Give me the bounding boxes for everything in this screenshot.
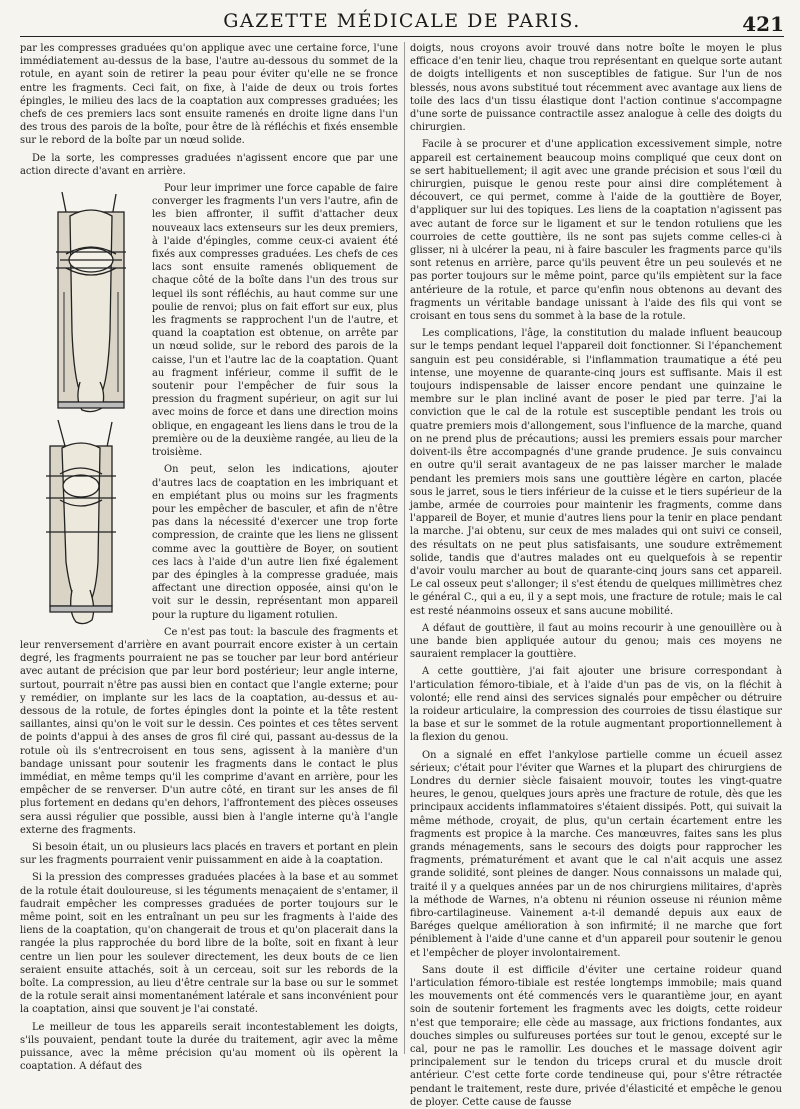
page-header bbox=[20, 6, 784, 37]
paragraph: De la sorte, les compresses graduées n'agissent encore que par une action directe d'avant en arrière. bbox=[20, 152, 398, 177]
paragraph: doigts, nous croyons avoir trouvé dans notre boîte le moyen le plus efficace d'en tenir lieu, chaque trou représentant en quelque sorte autant de doigts intelligents et non susceptibles de fatigue. Sur l'un de nos blessés, nous avons substitué tout récemment avec avantage aux liens de toile des lacs d'un tissu élastique dont l'action continue s'accompagne d'une sorte de puissance contractile assez analogue à celle des doigts du chirurgien. bbox=[410, 43, 782, 134]
paragraph: Si besoin était, un ou plusieurs lacs placés en travers et portant en plein sur les fragments pourraient venir puissamment en aide à la coaptation. bbox=[20, 841, 398, 867]
column-divider bbox=[404, 42, 405, 1054]
page-number: 421 bbox=[742, 12, 784, 36]
paragraph: A défaut de gouttière, il faut au moins recourir à une genouillère ou à une bande bien appliquée autour du genou; mais ces moyens ne sauraient remplacer la gouttière. bbox=[410, 622, 782, 661]
journal-title: GAZETTE MÉDICALE DE PARIS. bbox=[223, 10, 581, 32]
paragraph: Le meilleur de tous les appareils serait incontestablement les doigts, s'ils pouvaient, pendant toute la durée du traitement, agir avec la même puissance, avec la même précision qu'au moment où ils opèrent la coaptation. A défaut des bbox=[20, 1021, 398, 1073]
right-column bbox=[410, 42, 782, 1108]
paragraph: Pour leur imprimer une force capable de faire converger les fragments l'un vers l'autre, afin de les bien affronter, il suffit d'attacher deux nouveaux lacs extenseurs sur les deux premiers, à l'aide d'épingles, comme ceux-ci avaient été fixés aux compresses graduées. Les chefs de ces lacs sont ensuite ramenés obliquement de chaque côté de la boîte dans l'un des trous sur lequel ils sont réfléchis, au haut comme sur une poulie de renvoi; plus on fait effort sur eux, plus les fragments se rapprochent l'un de l'autre, et quand la coaptation est obtenue, on arrête par un nœud solide, sur le rebord des parois de la caisse, l'un et l'autre lac de la coaptation. Quant au fragment inférieur, comme il suffit de le soutenir pour l'empêcher de fuir sous la pression du fragment supérieur, on agit sur lui avec moins de force et dans une direction moins oblique, en engageant les liens dans le trou de la première ou de la deuxième rangée, au lieu de la troisième. bbox=[152, 183, 398, 459]
paragraph: Sans doute il est difficile d'éviter une certaine roideur quand l'articulation fémoro-tibiale est restée longtemps immobile; mais quand les mouvements ont été commencés vers le quarantième jour, en ayant soin de soutenir fortement les fragments avec les doigts, cette roideur n'est que temporaire; elle cède au massage, aux frictions fondantes, aux douches simples ou sulfureuses portées sur tout le genou, excepté sur le cal, pour ne pas le ramollir. Les douches et le massage doivent agir principalement sur le tendon du triceps crural et du muscle droit antérieur. C'est cette forte corde tendineuse qui, pour s'être rétractée pendant le traitement, reste dure, privée d'élasticité et empêche le genou de ployer. Cette cause de fausse bbox=[410, 964, 782, 1108]
paragraph: Ce n'est pas tout: la bascule des fragments et leur renversement d'arrière en avant pourrait encore exister à un certain degré, les fragments pourraient ne pas se toucher par leur bord antérieur avec autant de précision que par leur bord postérieur; leur angle interne, surtout, pourrait n'être pas aussi bien en contact que l'angle externe; pour y remédier, on implante sur les lacs de la coaptation, au-dessus et au-dessous de la rotule, de fortes épingles dont la pointe et la tête restent saillantes, ainsi qu'on le voit sur le dessin. Ces pointes et ces têtes servent de points d'appui à des anses de gros fil ciré qui, passant au-dessus de la rotule où ils s'entrecroisent en tous sens, agissent à la manière d'un bandage unissant pour soutenir les fragments dans le contact le plus immédiat, en même temps qu'il les comprime d'avant en arrière, pour les empêcher de se renverser. D'un autre côté, en tirant sur les anses de fil plus fortement en dedans qu'en dehors, l'affrontement des pièces osseuses sera aussi régulier que possible, aussi bien à l'angle interne qu'à l'angle externe des fragments. bbox=[20, 626, 398, 836]
paragraph: Les complications, l'âge, la constitution du malade influent beaucoup sur le temps pendant lequel l'appareil doit fonctionner. Si l'épanchement sanguin est peu considérable, si l'inflammation traumatique a été peu intense, une moyenne de quarante-cinq jours est suffisante. Mais il est toujours indispensable de laisser encore pendant une quinzaine le membre sur le plan incliné avant de poser le pied par terre. J'ai la conviction que le cal de la rotule est susceptible pendant les trois ou quatre premiers mois d'allongement, sous l'influence de la marche, quand on ne prend plus de précautions; aussi les premiers essais pour marcher doivent-ils être accompagnés d'une grande prudence. Je suis convaincu en outre qu'il serait avantageux de ne pas laisser marcher le malade pendant les premiers mois sans une gouttière légère en carton, placée sous le jarret, sous le tiers inférieur de la cuisse et le tiers supérieur de la jambe, armée de courroies pour maintenir les fragments, comme dans l'appareil de Boyer, et munie d'autres liens pour la tenir en place pendant la marche. J'ai obtenu, sur ceux de mes malades qui ont suivi ce conseil, des résultats on ne peut plus satisfaisants, une soudure extrêmement solide, tandis que d'autres malades ont eu quelquefois à se repentir d'avoir voulu marcher au bout de quarante-cinq jours sans cet appareil. Le cal osseux peut s'allonger; il s'est étendu de quelques millimètres chez le général C., qui a eu, il y a sept mois, une fracture de rotule; mais le cal est resté néanmoins osseux et sans aucune mobilité. bbox=[410, 328, 782, 617]
paragraph: Si la pression des compresses graduées placées à la base et au sommet de la rotule était douloureuse, si les téguments menaçaient de s'entamer, il faudrait empêcher les compresses graduées de porter toujours sur le même point, soit en les entraînant un peu sur les fragments à l'aide des liens de la coaptation, qu'on changerait de trous et qu'on placerait dans la rangée la plus rapprochée du bord libre de la boîte, soit en fixant à leur centre un lien pour les soulever directement, les deux bouts de ce lien seraient ensuite attachés, soit à un cerceau, soit sur les rebords de la boîte. La compression, au lieu d'être centrale sur la base ou sur le sommet de la rotule serait ainsi momentanément latérale et sans inconvénient pour la coaptation, ainsi que souvent je l'ai constaté. bbox=[20, 872, 398, 1016]
paragraph: On peut, selon les indications, ajouter d'autres lacs de coaptation en les imbriquant et en empiétant plus ou moins sur les fragments pour les empêcher de basculer, et afin de n'être pas dans la nécessité d'exercer une trop forte compression, de crainte que les liens ne glissent comme avec la gouttière de Boyer, on soutient ces lacs à l'aide d'un autre lien fixé également par des épingles à la compresse graduée, mais affectant une direction opposée, ainsi qu'on le voit sur le dessin, représentant mon appareil pour la rupture du ligament rotulien. bbox=[152, 464, 398, 621]
figure-top-drawing bbox=[20, 182, 142, 632]
paragraph: par les compresses graduées qu'on applique avec une certaine force, l'une immédiatement au-dessus de la base, l'autre au-dessous du sommet de la rotule, en ayant soin de retirer la peau pour éviter qu'elle ne se fronce entre les fragments. Ceci fait, on fixe, à l'aide de deux ou trois fortes épingles, le milieu des lacs de la coaptation aux compresses graduées; les chefs de ces premiers lacs sont ensuite ramenés en droite ligne dans l'un des trous des parois de la boîte, pour être de là réfléchis et fixés ensemble sur le rebord de la boîte par un nœud solide. bbox=[20, 43, 398, 147]
paragraph: On a signalé en effet l'ankylose partielle comme un écueil assez sérieux; c'était pour l'éviter que Warnes et la plupart des chirurgiens de Londres du dernier siècle faisaient mouvoir, toutes les vingt-quatre heures, le genou, quelques jours après une fracture de rotule, dès que les principaux accidents inflammatoires s'étaient dissipés. Pott, qui suivait la même méthode, croyait, de plus, qu'un certain écartement entre les fragments est propice à la marche. Ces manœuvres, faites sans les plus grands ménagements, sans le secours des doigts pour rapprocher les fragments, prématurément et avant que le cal n'ait acquis une assez grande solidité, sont pleines de danger. Nous connaissons un malade qui, traité il y a quelques années par un de nos chirurgiens militaires, d'après la méthode de Warnes, n'a obtenu ni réunion osseuse ni réunion même fibro-cartilagineuse. Vainement a-t-il demandé depuis aux eaux de Baréges quelque amélioration à son infirmité; il ne marche que fort péniblement à l'aide d'une canne et d'un appareil pour soutenir le genou et l'empêcher de ployer involontairement. bbox=[410, 749, 782, 959]
paragraph: Facile à se procurer et d'une application excessivement simple, notre appareil est certainement beaucoup moins compliqué que ceux dont on se sert habituellement; il agit avec une grande précision et sous l'œil du chirurgien, puisque le genou reste pour ainsi dire complétement à découvert, ce qui permet, comme à l'aide de la gouttière de Boyer, d'appliquer sur lui des topiques. Les liens de la coaptation n'agissent pas avec autant de force sur le ligament et sur le tendon rotuliens que les courroies de cette gouttière, ils ne sont pas sujets comme celles-ci à glisser, ni à ulcérer la peau, ni à faire basculer les fragments parce qu'ils sont retenus en arrière, parce qu'ils peuvent être un peu soulevés et ne pas porter toujours sur le même point, parce qu'ils empiètent sur la face antérieure de la rotule, et parce qu'enfin nous obtenons au devant des fragments un véritable bandage unissant à l'aide des fils qui vont se croisant en tous sens du sommet à la base de la rotule. bbox=[410, 139, 782, 323]
figure-splint-illustrations bbox=[20, 182, 142, 632]
left-column bbox=[20, 42, 398, 1073]
paragraph: A cette gouttière, j'ai fait ajouter une brisure correspondant à l'articulation fémoro-tibiale, et à l'aide d'un pas de vis, on la fléchit à volonté; elle rend ainsi des services signalés pour empêcher ou détruire la roideur articulaire, la compression des courroies de tissu élastique sur la base et sur le sommet de la rotule augmentant proportionnellement à la flexion du genou. bbox=[410, 666, 782, 744]
